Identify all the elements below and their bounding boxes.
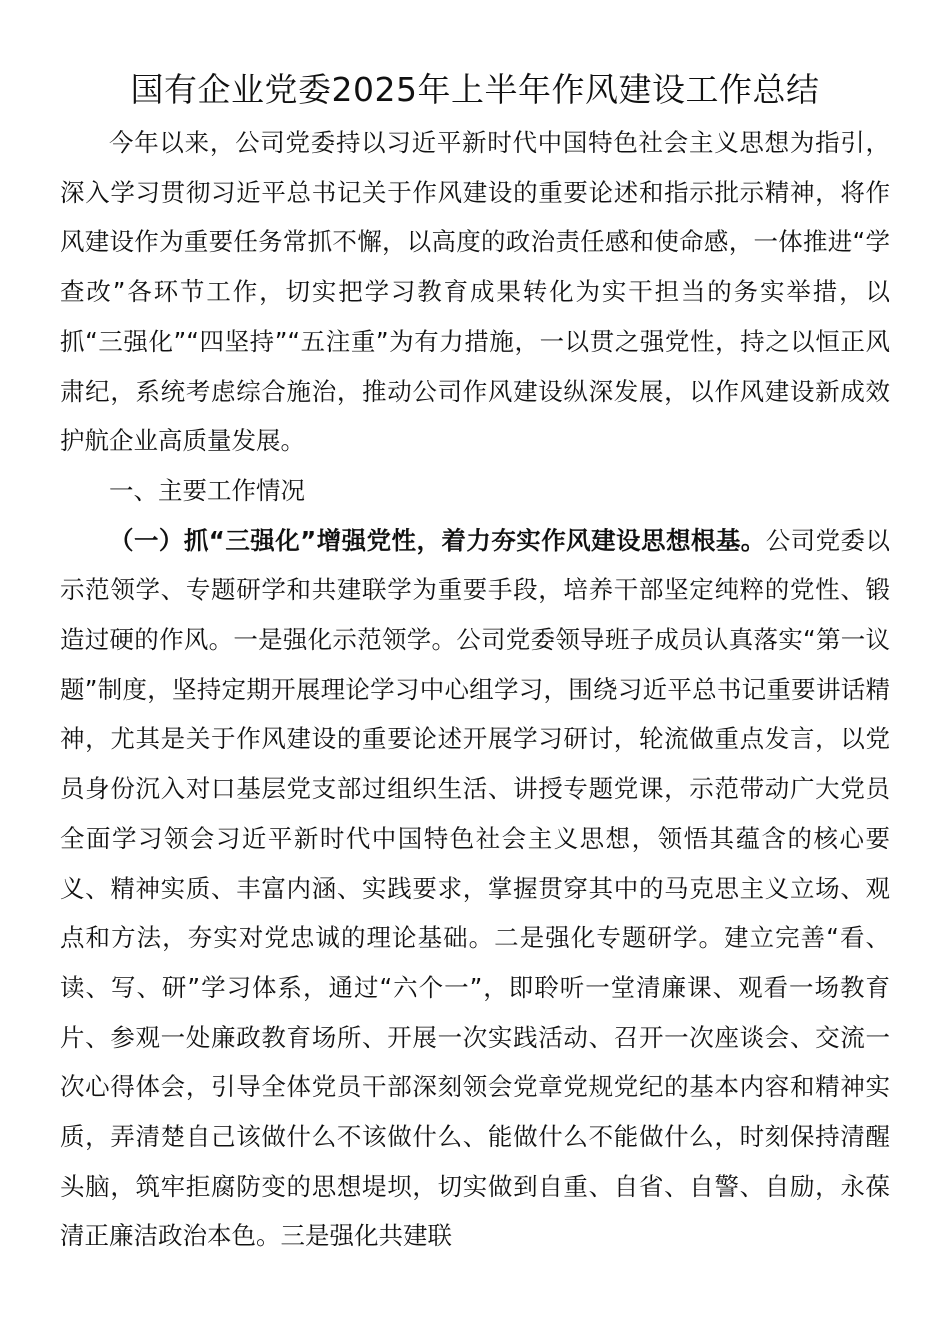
document-title: 国有企业党委2025年上半年作风建设工作总结 xyxy=(130,70,820,109)
subsection-paragraph xyxy=(60,516,890,1262)
subsection-body: 公司党委以示范领学、专题研学和共建联学为重要手段，培养干部坚定纯粹的党性、锻造过硬的作风。一是强化示范领学。公司党委领导班子成员认真落实“第一议题”制度，坚持定期开展理论学习中心组学习，围绕习近平总书记重要讲话精神，尤其是关于作风建设的重要论述开展学习研讨，轮流做重点发言，以党员身份沉入对口基层党支部过组织生活、讲授专题党课，示范带动广大党员全面学习领会习近平新时代中国特色社会主义思想，领悟其蕴含的核心要义、精神实质、丰富内涵、实践要求，掌握贯穿其中的马克思主义立场、观点和方法，夯实对党忠诚的理论基础。二是强化专题研学。建立完善“看、读、写、研”学习体系，通过“六个一”，即聆听一堂清廉课、观看一场教育片、参观一处廉政教育场所、开展一次实践活动、召开一次座谈会、交流一次心得体会，引导全体党员干部深刻领会党章党规党纪的基本内容和精神实质，弄清楚自己该做什么不该做什么、能做什么不能做什么，时刻保持清醒头脑，筑牢拒腐防变的思想堤坝，切实做到自重、自省、自警、自励，永葆清正廉洁政治本色。三是强化共建联 xyxy=(60,525,890,1251)
subsection-heading: （一）抓“三强化”增强党性，着力夯实作风建设思想根基。 xyxy=(109,525,766,555)
section-heading: 一、主要工作情况 xyxy=(109,475,305,505)
intro-paragraph: 今年以来，公司党委持以习近平新时代中国特色社会主义思想为指引，深入学习贯彻习近平总书记关于作风建设的重要论述和指示批示精神，将作风建设作为重要任务常抓不懈，以高度的政治责任感和使命感，一体推进“学查改”各环节工作，切实把学习教育成果转化为实干担当的务实举措，以抓“三强化”“四坚持”“五注重”为有力措施，一以贯之强党性，持之以恒正风肃纪，系统考虑综合施治，推动公司作风建设纵深发展，以作风建设新成效护航企业高质量发展。 xyxy=(60,128,890,456)
